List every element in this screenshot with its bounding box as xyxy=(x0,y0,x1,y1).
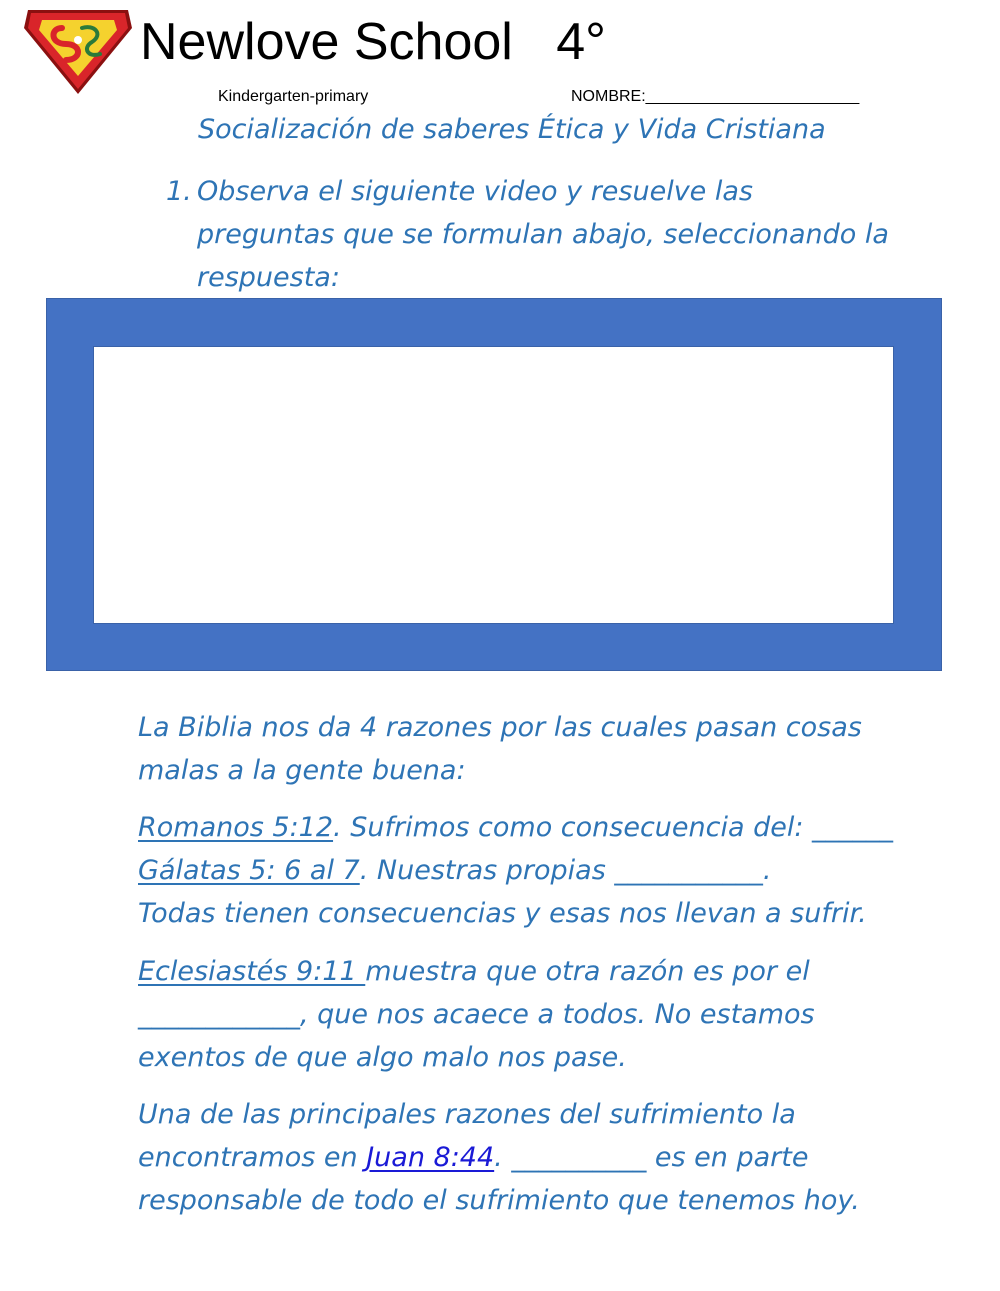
paragraph-line: malas a la gente buena: xyxy=(138,755,466,786)
eclesiastes-paragraph xyxy=(138,950,898,1079)
video-player[interactable] xyxy=(93,346,894,624)
blank-question-1[interactable]: . Sufrimos como consecuencia del: ______ xyxy=(333,812,894,843)
paragraph-line: La Biblia nos da 4 razones por las cuales pasan cosas xyxy=(138,712,862,743)
school-logo-icon xyxy=(22,6,134,98)
paragraph-line: Todas tienen consecuencias y esas nos llevan a sufrir. xyxy=(138,898,867,929)
paragraph-text: encontramos en xyxy=(138,1142,367,1173)
blank-question-4[interactable]: . __________ es en parte xyxy=(494,1142,809,1173)
paragraph-line xyxy=(138,950,898,993)
paragraph-line xyxy=(138,849,898,892)
instruction-line: Observa el siguiente video y resuelve las xyxy=(197,176,753,207)
reasons-paragraph xyxy=(138,806,898,935)
intro-paragraph xyxy=(138,706,898,792)
nombre-field[interactable]: NOMBRE:________________________ xyxy=(571,88,860,105)
blank-question-3[interactable]: ____________, que nos acaece a todos. No estamos xyxy=(138,999,815,1030)
instruction-line: preguntas que se formulan abajo, seleccionando la xyxy=(197,219,889,250)
paragraph-line: responsable de todo el sufrimiento que tenemos hoy. xyxy=(138,1185,860,1216)
instruction-text xyxy=(197,170,897,299)
instruction-line: respuesta: xyxy=(197,262,340,293)
school-name: Newlove School 4° xyxy=(140,13,606,71)
juan-8-44-link[interactable]: Juan 8:44 xyxy=(366,1142,495,1173)
instruction-number: 1. xyxy=(166,176,192,207)
paragraph-line xyxy=(138,1136,898,1179)
blank-question-2[interactable]: . Nuestras propias ___________. xyxy=(359,855,772,886)
juan-paragraph xyxy=(138,1093,898,1222)
bible-reference-romanos: Romanos 5:12 xyxy=(138,812,334,843)
bible-reference-eclesiastes: Eclesiastés 9:11 xyxy=(138,956,366,987)
paragraph-text: muestra que otra razón es por el xyxy=(365,956,810,987)
worksheet-subtitle: Socialización de saberes Ética y Vida Cristiana xyxy=(198,114,826,145)
paragraph-line xyxy=(138,806,898,849)
kindergarten-label: Kindergarten-primary xyxy=(218,88,369,105)
bible-reference-galatas: Gálatas 5: 6 al 7 xyxy=(138,855,360,886)
paragraph-line: exentos de que algo malo nos pase. xyxy=(138,1042,627,1073)
paragraph-line: Una de las principales razones del sufrimiento la xyxy=(138,1099,796,1130)
